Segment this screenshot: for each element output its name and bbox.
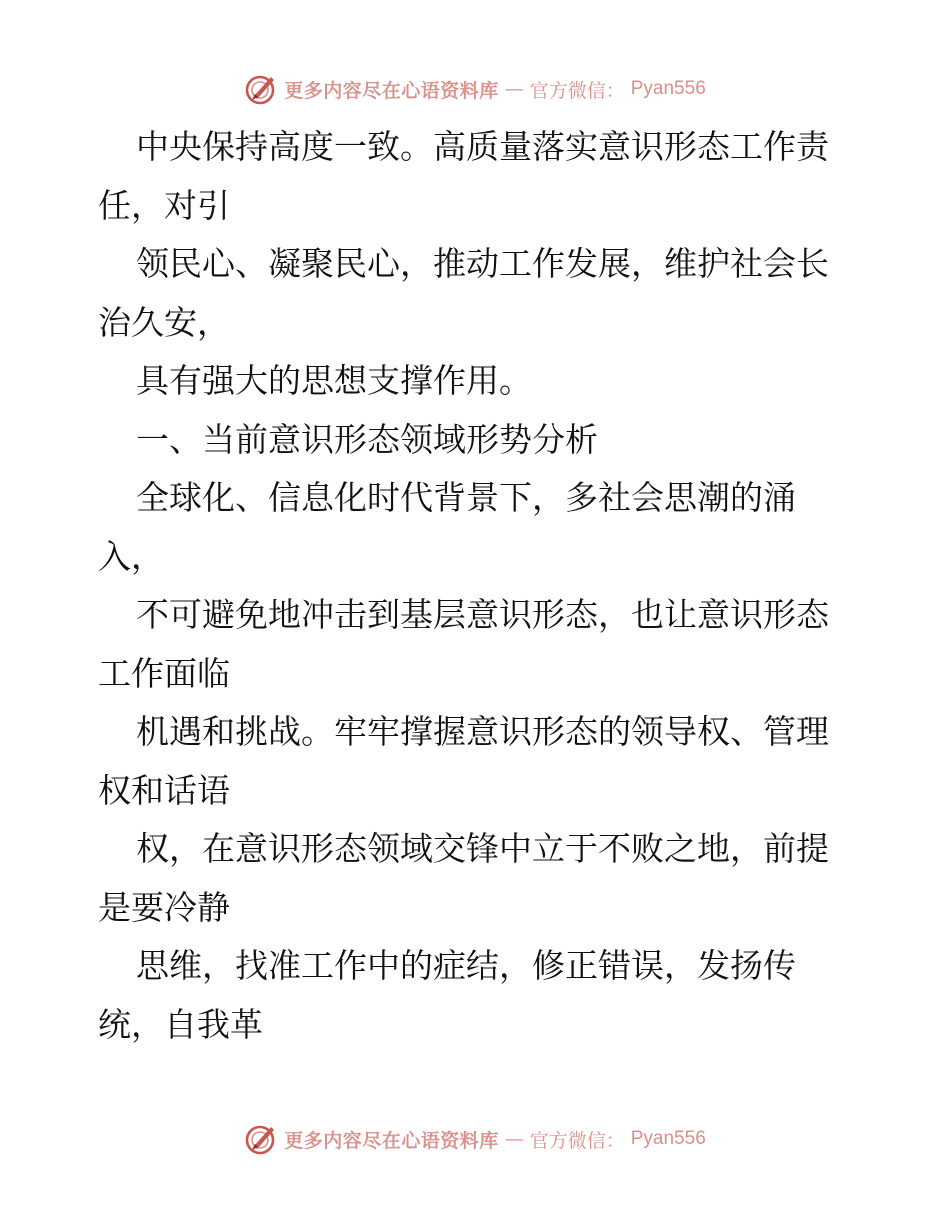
text-line: 中央保持高度一致。高质量落实意识形态工作责: [136, 127, 829, 166]
watermark-wechat-id: Pyan556: [630, 78, 706, 99]
text-line: 领民心、凝聚民心，推动工作发展，维护社会长: [136, 244, 829, 283]
document-body: [98, 118, 858, 1054]
text-line: 权，在意识形态领域交锋中立于不败之地，前提: [136, 829, 829, 868]
quill-logo-icon: [244, 1122, 278, 1156]
text-line: 入，: [98, 536, 164, 576]
watermark-official-label: 官方微信：: [529, 79, 625, 102]
watermark-site-text: 更多内容尽在心语资料库: [284, 79, 499, 102]
text-line: 不可避免地冲击到基层意识形态，也让意识形态: [136, 595, 829, 634]
quill-logo-icon: [244, 72, 278, 106]
text-line: 任，对引: [98, 185, 230, 225]
watermark-separator: —: [504, 78, 524, 100]
header-watermark: [0, 72, 950, 106]
watermark-site-text: 更多内容尽在心语资料库: [284, 1129, 499, 1152]
text-line: 具有强大的思想支撑作用。: [136, 361, 532, 400]
watermark-official-label: 官方微信：: [529, 1129, 625, 1152]
text-line: 权和话语: [98, 770, 230, 810]
footer-watermark: [0, 1122, 950, 1156]
text-line: 全球化、信息化时代背景下，多社会思潮的涌: [136, 478, 796, 517]
watermark-separator: —: [504, 1128, 524, 1150]
text-line: 一、当前意识形态领域形势分析: [136, 419, 598, 459]
text-line: 思维，找准工作中的症结，修正错误，发扬传: [136, 946, 796, 985]
watermark-wechat-id: Pyan556: [630, 1128, 706, 1149]
text-line: 是要冷静: [98, 887, 230, 927]
text-line: 治久安，: [98, 302, 230, 342]
text-line: 机遇和挑战。牢牢撑握意识形态的领导权、管理: [136, 712, 829, 751]
text-line: 统，自我革: [98, 1004, 263, 1044]
text-line: 工作面临: [98, 653, 230, 693]
